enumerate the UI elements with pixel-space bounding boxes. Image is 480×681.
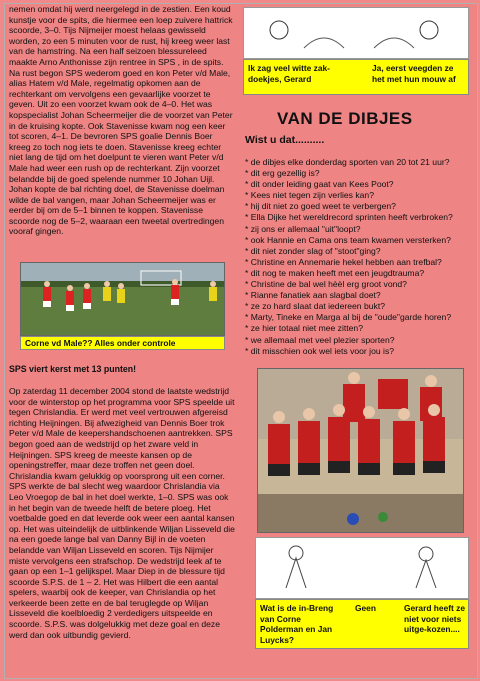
list-item: * de dibjes elke donderdag sporten van 20 tot 21 uur? [245,157,450,167]
cartoon-top [243,7,469,59]
list-item: * Marty, Tineke en Marga al bij de "oude"garde horen? [245,312,452,323]
caption-right: Gerard heeft ze niet voor niets uitge-kozen.... [404,603,465,634]
cartoon-caption-top [243,59,469,95]
sps-title: SPS viert kerst met 13 punten! [9,364,137,374]
list-item: * Christine de bal wel hèèl erg groot vond? [245,279,407,290]
list-item: * ze hier totaal niet mee zitten? [245,323,363,334]
list-item: * dit erg gezellig is? [245,168,320,179]
list-item: * dit misschien ook wel iets voor jou is? [245,345,395,356]
list-item: * hij dit niet zo goed weet te verbergen? [245,201,396,212]
dibjes-subtitle: Wist u dat.......... [245,134,325,146]
list-item: * ze zo hard slaat dat iedereen bukt? [245,301,385,312]
list-item: * ook Hannie en Cama ons team kwamen versterken? [245,234,451,245]
match-report-intro: nemen omdat hij werd neergelegd in de zestien. Een koud kunstje voor de spits, die hiermee een loep zuivere hattrick scoorde, 3–0. Tijs Nijmeijer moest helaas gewisseld worden, zo een 5 minuten voor de rust, hij kreeg weer last van de hamstring. Na een half seizoen blessureleed maakte Arno Anthonisse zijn rentree in SPS , in de spits. Na rust begon SPS wederom goed en kon Peter v/d Male, alias Hatem v/d Male, regelmatig opkomen aan de rechterkant om vervolgens een gevaarlijke voorzet te geven. Uit zo een voorzet kwam ook de 4–0. Het was kopspecialist Johan Scheermeijer die de voorzet van Peter in de kruising kopte. Ook Stavenisse kwam nog een keer tot scoren, 4–1. De bevroren SPS goalie Dennis Boer kreeg zo toch nog iets te doen. Stavenisse kreeg echter niet lang de tijd om het doelpunt te vieren want Peter v/d Male had weer een rush op de rechterkant. Zijn voorzet belandde bij de goed spelende nummer 10 Johan Uijl. Johan kopte de bal richting doel, de Stavenisse doelman wilde de bal vangen, maar Johan Scheermeijer was er eerder bij om de 5–1 binnen te koppen. Stavenisse scoorde nog de 5–2, waaraan een tweetal overtredingen vooraf gingen. [9,4,233,237]
dibjes-list [245,157,475,357]
caption-right: Ja, eerst veegden ze het met hun mouw af [372,63,456,84]
caption-left: Ik zag veel witte zak-doekjes, Gerard [248,63,330,84]
list-item: * we allemaal met veel plezier sporten? [245,334,395,345]
list-item: * dit nog te maken heeft met een jeugdtrauma? [245,267,425,278]
caption-left: Wat is de in-Breng van Corne Polderman en Jan Luycks? [260,603,334,645]
team-photo [257,368,464,533]
list-item: * dit onder leiding gaat van Kees Poot? [245,179,394,190]
list-item: * Rianne fanatiek aan slagbal doet? [245,290,381,301]
photo-caption: Corne vd Male?? Alles onder controle [20,336,225,350]
cartoon-caption-bottom [255,599,469,649]
caption-middle: Geen [355,603,376,613]
list-item: * zij ons er allemaal "uit"loopt? [245,223,361,234]
dibjes-title: VAN DE DIBJES [277,109,413,128]
list-item: * Christine en Annemarie hekel hebben aan trefbal? [245,256,442,267]
list-item: * Kees niet tegen zijn verlies kan? [245,190,374,201]
list-item: * Ella Dijke het wereldrecord sprinten heeft verbroken? [245,212,453,223]
football-photo [20,262,225,336]
list-item: * dit niet zonder slag of "stoot"ging? [245,245,381,256]
sps-article: Op zaterdag 11 december 2004 stond de laatste wedstrijd voor de winterstop op het programma voor SPS speelde uit tegen Chrislandia. Er werd met veel vertrouwen afgereisd richting Heijningen. Bij afwezigheid van Dennis Boer trok Peter v/d Male de keepershandschoenen aantrekken. SPS begon goed aan de wedstrijd op het zware veld in Heijningen. SPS kreeg de meeste kansen op de openingstreffer, maar deze troffen net geen doel. Chrislandia kwam gelukkig op voorsprong uit een corner. SPS werkte de bal slecht weg waardoor Chrislandia via Leo Vroegop de bal in het doel werkte, 1–0. SPS was ook in het begin van de tweede helft de betere ploeg. Het voetbalde goed en dat leverde ook weer een aantal kansen op. Het was uiteindelijk de uitblinkende Wiljan Lisseveld die na een goede lange bal van Danny Bijl in de voeten belandde van Wiljan Lisseveld en scoren. Tijs Nijmijer miste vervolgens een strafschop. De wedstrijd leek af te gaan op een 1–1 gelijkspel. Maar Diep in de blessure tijd scoorde S.P.S. de 1 – 2. Het was Hilbert die een aantal spelers, waarbij ook de keeper, van Chrislandia op het verkeerde been zette en de bal teruglegde op Wiljan Lisseveld die koelbloedig 2 verdedigers uitspeelde en scoorde. S.P.S. was dolgelukkig met deze goal en deze werd dan ook uitbundig gevierd. [9,386,235,640]
page [4,3,478,679]
cartoon-bottom [255,537,469,599]
